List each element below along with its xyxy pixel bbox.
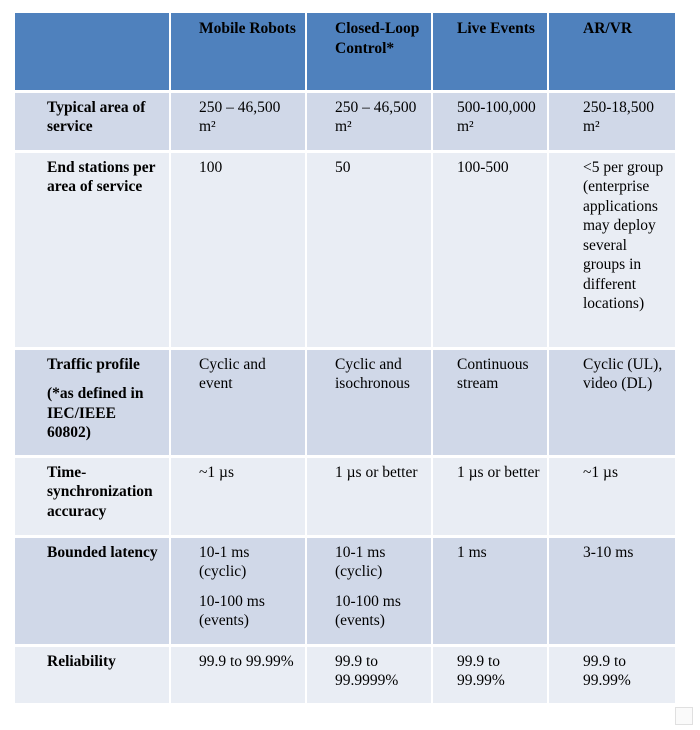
table-cell: 1 µs or better xyxy=(432,456,548,536)
table-cell: Cyclic and event xyxy=(170,348,306,456)
row-label-time-sync: Time-synchronization accuracy xyxy=(14,456,170,536)
table-cell xyxy=(306,536,432,645)
header-corner-cell xyxy=(14,13,170,91)
table-cell: 1 µs or better xyxy=(306,456,432,536)
cell-text: 10-1 ms (cyclic) xyxy=(335,543,386,580)
cell-text-extra: 10-100 ms (events) xyxy=(335,592,401,629)
header-row xyxy=(14,13,676,91)
table-cell: 99.9 to 99.99% xyxy=(548,645,676,703)
table-row xyxy=(14,456,676,536)
table-cell: ~1 µs xyxy=(548,456,676,536)
row-label-end-stations: End stations per area of service xyxy=(14,151,170,348)
table-row xyxy=(14,151,676,348)
table-cell: 3-10 ms xyxy=(548,536,676,645)
table-cell: 500-100,000 m² xyxy=(432,91,548,151)
cell-text: 10-1 ms (cyclic) xyxy=(199,543,250,580)
header-closed-loop-control: Closed-Loop Control* xyxy=(306,13,432,91)
table-row xyxy=(14,91,676,151)
row-label-text: Traffic profile xyxy=(47,355,140,373)
table-cell: 99.9 to 99.99% xyxy=(432,645,548,703)
table-cell: Cyclic (UL), video (DL) xyxy=(548,348,676,456)
row-label-reliability: Reliability xyxy=(14,645,170,703)
table-cell: Cyclic and isochronous xyxy=(306,348,432,456)
table-cell xyxy=(170,536,306,645)
header-live-events: Live Events xyxy=(432,13,548,91)
header-mobile-robots: Mobile Robots xyxy=(170,13,306,91)
table-cell: 250 – 46,500 m² xyxy=(170,91,306,151)
table-cell: 99.9 to 99.99% xyxy=(170,645,306,703)
table-cell: <5 per group (enterprise applications may deploy several groups in different locations) xyxy=(548,151,676,348)
header-ar-vr: AR/VR xyxy=(548,13,676,91)
table-row xyxy=(14,645,676,703)
row-label-bounded-latency: Bounded latency xyxy=(14,536,170,645)
table-cell: 99.9 to 99.9999% xyxy=(306,645,432,703)
table-cell: 1 ms xyxy=(432,536,548,645)
table-cell: 250-18,500 m² xyxy=(548,91,676,151)
cell-text-extra: 10-100 ms (events) xyxy=(199,592,265,629)
table-cell: 250 – 46,500 m² xyxy=(306,91,432,151)
row-label-area: Typical area of service xyxy=(14,91,170,151)
table-row xyxy=(14,348,676,456)
table-cell: 50 xyxy=(306,151,432,348)
table-cell: 100-500 xyxy=(432,151,548,348)
row-label-traffic-profile xyxy=(14,348,170,456)
table-cell: Continuous stream xyxy=(432,348,548,456)
table-cell: ~1 µs xyxy=(170,456,306,536)
resize-handle[interactable] xyxy=(675,707,693,725)
row-label-note: (*as defined in IEC/IEEE 60802) xyxy=(47,385,144,441)
requirements-table xyxy=(13,13,677,703)
table-row xyxy=(14,536,676,645)
table-cell: 100 xyxy=(170,151,306,348)
